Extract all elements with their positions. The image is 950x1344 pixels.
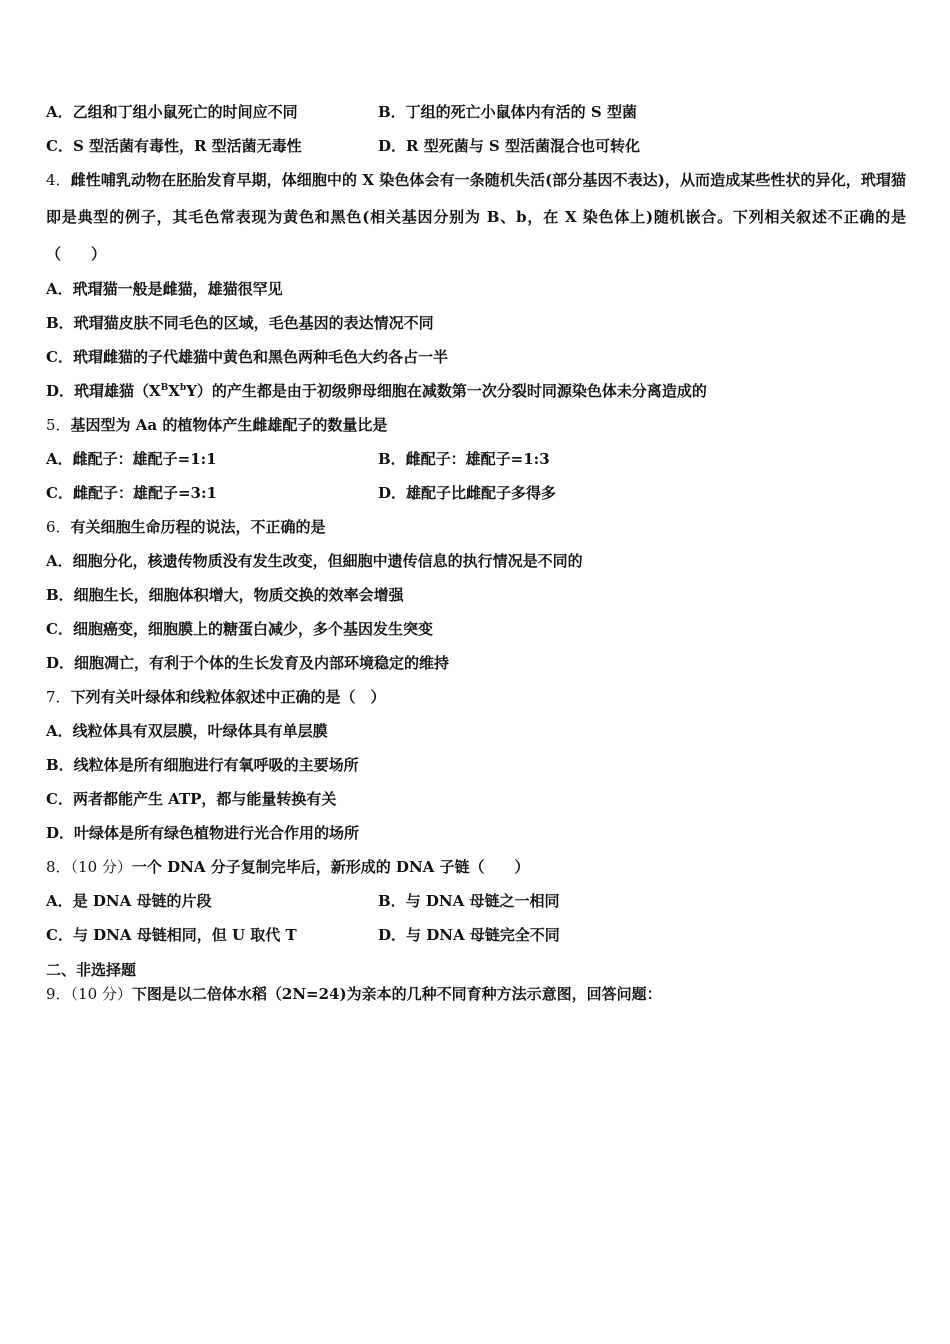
q8-option-d: D．与 DNA 母链完全不同 (378, 926, 560, 944)
q3-option-a: A．乙组和丁组小鼠死亡的时间应不同 (46, 103, 298, 121)
q9-number: 9．（10 分） (46, 985, 132, 1003)
q7-number: 7． (46, 688, 71, 706)
q5-option-c: C．雌配子：雄配子=3:1 (46, 484, 217, 502)
q8-option-b: B．与 DNA 母链之一相同 (378, 892, 560, 910)
q8-stem: 一个 DNA 分子复制完毕后，新形成的 DNA 子链（ ） (131, 858, 530, 876)
q5-option-b: B．雌配子：雄配子=1:3 (378, 450, 550, 468)
q5-option-d: D．雄配子比雌配子多得多 (378, 484, 557, 502)
q8-option-a: A．是 DNA 母链的片段 (46, 892, 212, 910)
q9-question (46, 984, 662, 1004)
q7-option-a: A．线粒体具有双层膜，叶绿体具有单层膜 (46, 722, 328, 740)
q4-option-c: C．玳瑁雌猫的子代雄猫中黄色和黑色两种毛色大约各占一半 (46, 348, 448, 366)
q4-option-d-sup-b: B (160, 383, 169, 393)
q6-option-a: A．细胞分化，核遗传物质没有发生改变，但細胞中遗传信息的执行情况是不同的 (46, 552, 583, 570)
section-heading: 二、非选择题 (46, 961, 137, 979)
q6-stem: 有关细胞生命历程的说法，不正确的是 (70, 518, 326, 536)
q4-option-d-pre: D．玳瑁雄猫（X (46, 382, 161, 400)
q4-question (46, 162, 906, 273)
q8-number: 8．（10 分） (46, 858, 132, 876)
q5-stem: 基因型为 Aa 的植物体产生雌雄配子的数量比是 (70, 416, 388, 434)
q4-option-b: B．玳瑁猫皮肤不同毛色的区域，毛色基因的表达情况不同 (46, 314, 434, 332)
q3-option-b: B．丁组的死亡小鼠体内有活的 S 型菌 (378, 103, 637, 121)
q5-number: 5． (46, 416, 71, 434)
q6-option-b: B．细胞生长，细胞体积增大，物质交换的效率会增强 (46, 586, 404, 604)
q5-question (46, 415, 387, 435)
q9-stem: 下图是以二倍体水稻（2N=24)为亲本的几种不同育种方法示意图，回答问题： (131, 985, 662, 1003)
q6-option-c: C．细胞癌变，细胞膜上的糖蛋白减少，多个基因发生突变 (46, 620, 433, 638)
q3-option-d: D．R 型死菌与 S 型活菌混合也可转化 (378, 137, 640, 155)
q4-option-d-sup-b-lower: b (179, 383, 187, 393)
q6-question (46, 517, 326, 537)
q4-option-d (46, 381, 707, 401)
q7-option-d: D．叶绿体是所有绿色植物进行光合作用的场所 (46, 824, 360, 842)
q4-stem: 雌性哺乳动物在胚胎发育早期，体细胞中的 X 染色体会有一条随机失活(部分基因不表达)，从而造成某些性状的异化，玳瑁猫即是典型的例子，其毛色常表现为黄色和黑色(相关基因分别为 B、b，在 X 染色体上)随机嵌合。下列相关叙述不正确的是（ ） (46, 171, 906, 263)
q8-question (46, 857, 530, 877)
q6-option-d: D．细胞凋亡，有利于个体的生长发育及内部环境稳定的维持 (46, 654, 450, 672)
q6-number: 6． (46, 518, 71, 536)
q8-option-c: C．与 DNA 母链相同，但 U 取代 T (46, 926, 297, 944)
q4-option-d-post: Y）的产生都是由于初级卵母细胞在减数第一次分裂时同源染色体未分离造成的 (186, 382, 707, 400)
q7-option-b: B．线粒体是所有细胞进行有氧呼吸的主要场所 (46, 756, 359, 774)
q4-option-d-mid: X (168, 382, 180, 400)
q3-option-c: C．S 型活菌有毒性，R 型活菌无毒性 (46, 137, 302, 155)
q7-question (46, 687, 386, 707)
q7-option-c: C．两者都能产生 ATP，都与能量转换有关 (46, 790, 337, 808)
q5-option-a: A．雌配子：雄配子=1:1 (46, 450, 217, 468)
q4-option-a: A．玳瑁猫一般是雌猫，雄猫很罕见 (46, 280, 283, 298)
q7-stem: 下列有关叶绿体和线粒体叙述中正确的是（ ） (70, 688, 386, 706)
q4-number: 4． (46, 171, 71, 189)
